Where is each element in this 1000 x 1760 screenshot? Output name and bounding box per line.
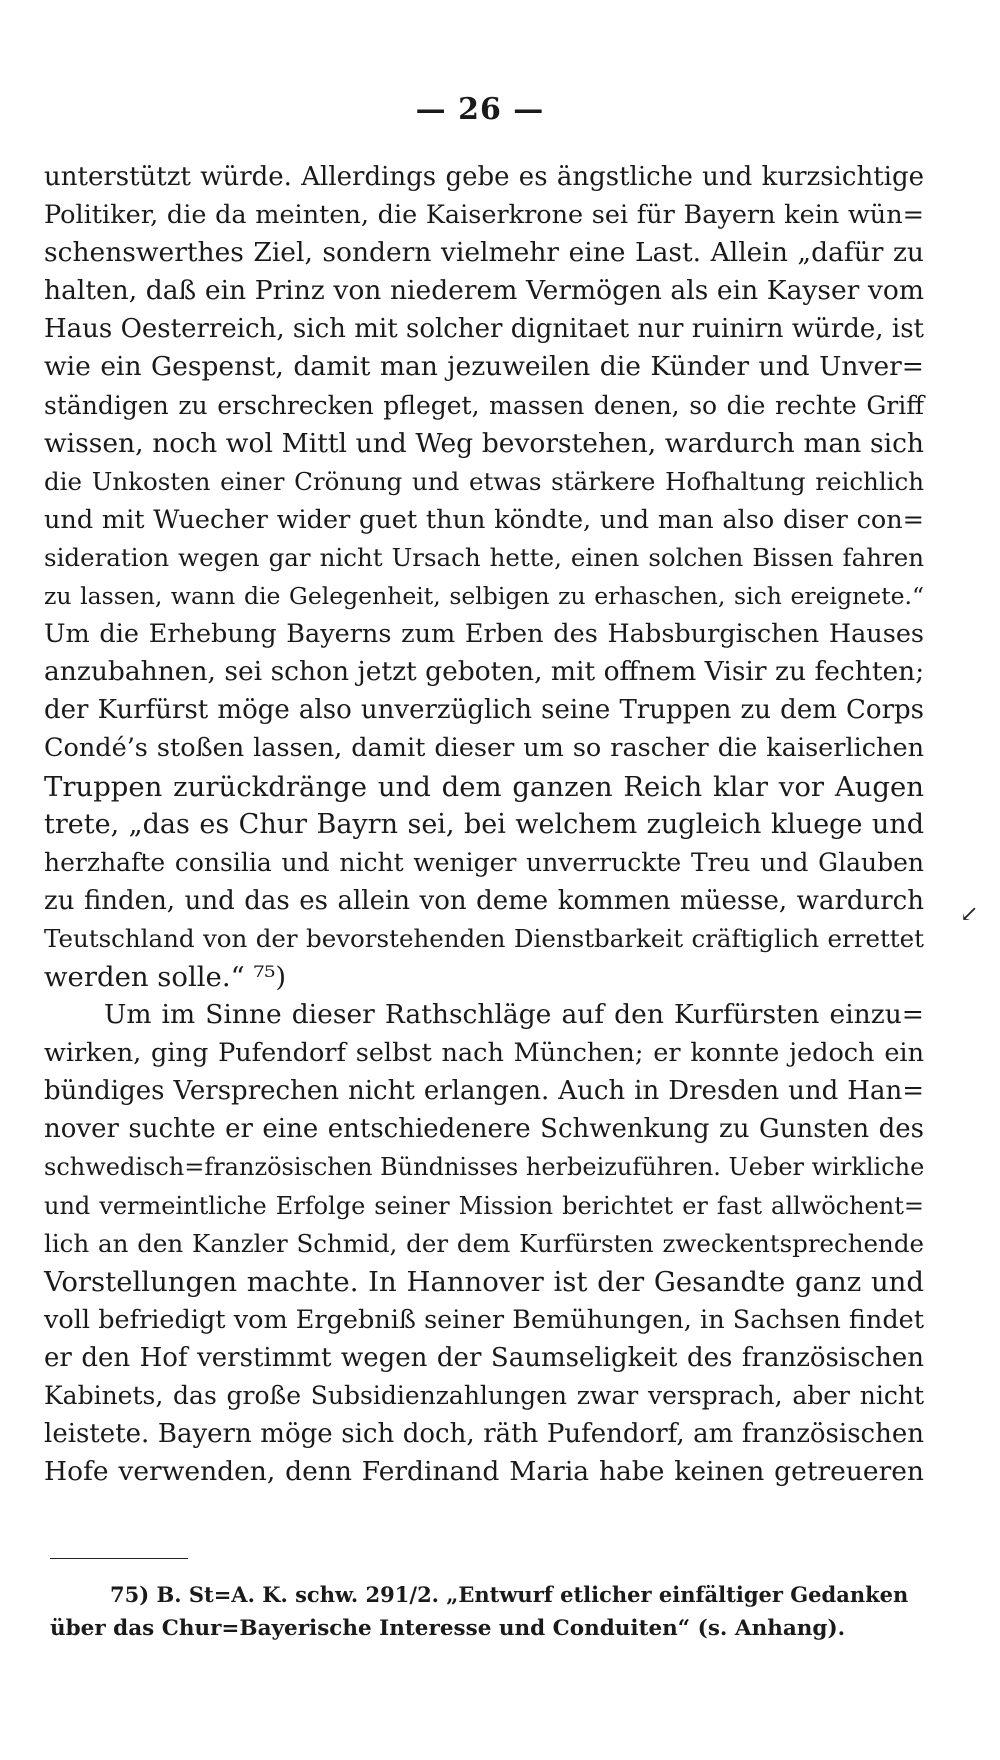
text-line: Kabinets, das große Subsidienzahlungen zwar versprach, aber nicht xyxy=(44,1381,924,1410)
text-line: werden solle.“ ⁷⁵) xyxy=(44,960,287,993)
page-number: — 26 — xyxy=(415,92,545,127)
text-line: halten, daß ein Prinz von niederem Vermögen als ein Kayser vom xyxy=(44,275,924,307)
text-line: zu finden, und das es allein von deme kommen müesse, wardurch xyxy=(44,885,924,916)
text-line: zu lassen, wann die Gelegenheit, selbigen zu erhaschen, sich ereignete.“ xyxy=(44,582,924,611)
text-line: Haus Oesterreich, sich mit solcher dignitaet nur ruinirn würde, ist xyxy=(44,314,924,345)
text-line: Truppen zurückdränge und dem ganzen Reich klar vor Augen xyxy=(44,770,924,803)
body-text xyxy=(44,158,924,1491)
text-line: ständigen zu erschrecken pfleget, massen denen, so die rechte Griff xyxy=(44,390,924,420)
text-line: er den Hof verstimmt wegen der Saumseligkeit des französischen xyxy=(44,1342,924,1373)
text-line: leistete. Bayern möge sich doch, räth Pufendorf, am französischen xyxy=(44,1419,924,1450)
text-line: schenswerthes Ziel, sondern vielmehr eine Last. Allein „dafür zu xyxy=(44,237,924,269)
footnote-line: 75) B. St=A. K. schw. 291/2. „Entwurf etlicher einfältiger Gedanken xyxy=(110,1582,909,1607)
text-line: wirken, ging Pufendorf selbst nach München; er konnte jedoch ein xyxy=(44,1038,924,1069)
text-line: Teutschland von der bevorstehenden Dienstbarkeit cräftiglich errettet xyxy=(44,923,924,953)
text-line: anzubahnen, sei schon jetzt geboten, mit offnem Visir zu fechten; xyxy=(44,656,925,688)
text-line: Hofe verwenden, denn Ferdinand Maria habe keinen getreueren xyxy=(44,1456,924,1488)
text-line: die Unkosten einer Crönung und etwas stärkere Hofhaltung reichlich xyxy=(44,466,924,496)
text-line: voll befriedigt vom Ergebniß seiner Bemühungen, in Sachsen findet xyxy=(44,1304,924,1335)
text-line: nover suchte er eine entschiedenere Schwenkung zu Gunsten des xyxy=(44,1114,924,1145)
text-line: wie ein Gespenst, damit man jezuweilen die Künder und Unver= xyxy=(44,351,924,383)
text-line: Vorstellungen machte. In Hannover ist der Gesandte ganz und xyxy=(44,1265,924,1298)
footnote-divider xyxy=(50,1558,188,1559)
text-line: wissen, noch wol Mittl und Weg bevorstehen, wardurch man sich xyxy=(44,427,924,459)
text-line: sideration wegen gar nicht Ursach hette, einen solchen Bissen fahren xyxy=(44,542,924,572)
text-line: Politiker, die da meinten, die Kaiserkrone sei für Bayern kein wün= xyxy=(44,200,924,231)
text-line: bündiges Versprechen nicht erlangen. Auch in Dresden und Han= xyxy=(44,1076,924,1107)
text-line: herzhafte consilia und nicht weniger unverruckte Treu und Glauben xyxy=(44,847,924,877)
text-line: der Kurfürst möge also unverzüglich seine Truppen zu dem Corps xyxy=(44,695,924,726)
text-line: trete, „das es Chur Bayrn sei, bei welchem zugleich kluege und xyxy=(44,808,924,840)
text-line: und vermeintliche Erfolge seiner Mission berichtet er fast allwöchent= xyxy=(44,1191,924,1220)
text-line: unterstützt würde. Allerdings gebe es ängstliche und kurzsichtige xyxy=(44,162,924,192)
text-line: schwedisch=französischen Bündnisses herbeizuführen. Ueber wirkliche xyxy=(44,1153,925,1182)
text-line: Um die Erhebung Bayerns zum Erben des Habsburgischen Hauses xyxy=(44,619,924,650)
text-line: Um im Sinne dieser Rathschläge auf den Kurfürsten einzu= xyxy=(104,999,924,1031)
text-line: und mit Wuecher wider guet thun köndte, und man also diser con= xyxy=(44,504,924,535)
footnotes xyxy=(50,1578,910,1646)
margin-mark: ↙ xyxy=(960,902,979,927)
text-line: lich an den Kanzler Schmid, der dem Kurfürsten zweckentsprechende xyxy=(44,1228,924,1258)
footnote-line: über das Chur=Bayerische Interesse und Conduiten“ (s. Anhang). xyxy=(50,1616,846,1641)
text-line: Condé’s stoßen lassen, damit dieser um so rascher die kaiserlichen xyxy=(44,733,924,764)
